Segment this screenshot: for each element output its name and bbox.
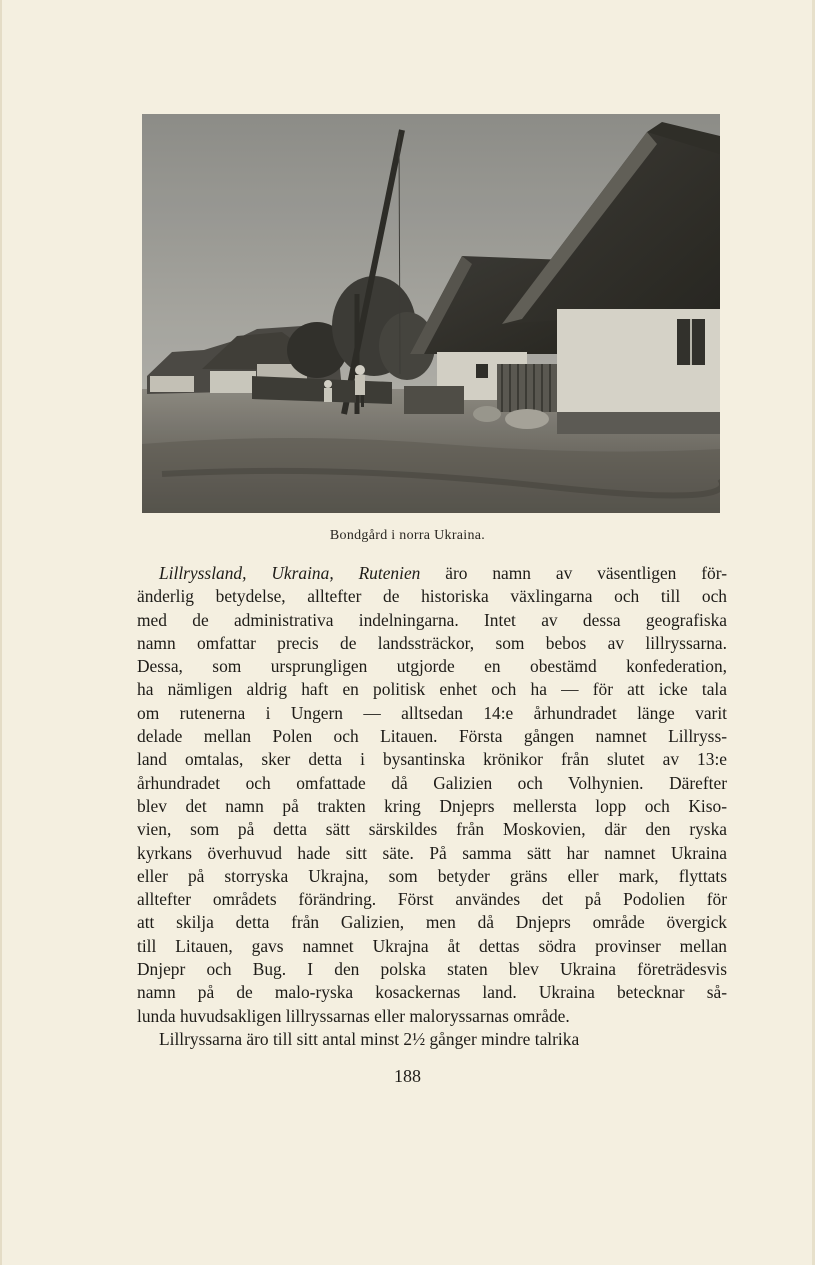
text-line xyxy=(137,725,727,748)
text-line xyxy=(137,865,727,888)
photo-caption: Bondgård i norra Ukraina. xyxy=(329,528,486,543)
text-run: Dnjepr och Bug. I den polska staten blev Ukraina företrädesvis xyxy=(137,959,727,980)
italic-term: Ukraina, xyxy=(271,563,334,583)
text-run: kyrkans överhuvud hade sitt säte. På samma sätt har namnet Ukraina xyxy=(137,842,727,863)
text-line xyxy=(137,842,727,865)
text-line xyxy=(137,935,727,958)
text-run: Lillryssarna äro till sitt antal minst 2½ gånger mindre talrika xyxy=(159,1028,580,1049)
text-run: Dessa, som ursprungligen utgjorde en obestämd konfederation, xyxy=(137,656,727,677)
text-line xyxy=(137,562,727,585)
text-line xyxy=(137,585,727,608)
text-line xyxy=(137,1028,727,1051)
text-line xyxy=(137,818,727,841)
village-photograph xyxy=(142,114,720,513)
text-line xyxy=(137,748,727,771)
text-run: alltefter områdets förändring. Först användes det på Podolien för xyxy=(137,889,727,910)
text-line xyxy=(137,772,727,795)
text-run: namn omfattar precis de landssträckor, som bebos av lillryssarna. xyxy=(137,632,727,653)
text-run: namn på de malo-ryska kosackernas land. Ukraina betecknar så- xyxy=(137,982,727,1003)
text-line xyxy=(137,958,727,981)
text-run: blev det namn på trakten kring Dnjeprs mellersta lopp och Kiso- xyxy=(137,795,727,816)
text-run xyxy=(334,563,359,583)
text-line xyxy=(137,632,727,655)
village-photograph-drawing xyxy=(142,114,720,513)
text-run: lunda huvudsakligen lillryssarnas eller maloryssarnas område. xyxy=(137,1005,570,1026)
text-line xyxy=(137,911,727,934)
text-run: eller på storryska Ukrajna, som betyder gräns eller mark, flyttats xyxy=(137,865,727,886)
text-run: änderlig betydelse, alltefter de historiska växlingarna och till och xyxy=(137,586,727,607)
text-run: land omtalas, sker detta i bysantinska krönikor från slutet av 13:e xyxy=(137,749,727,770)
italic-term: Rutenien xyxy=(358,563,421,583)
text-run: till Litauen, gavs namnet Ukrajna åt dettas södra provinser mellan xyxy=(137,935,727,956)
text-line xyxy=(137,609,727,632)
italic-term: Lillryssland, xyxy=(159,563,247,583)
text-run: äro namn av väsentligen för- xyxy=(420,563,727,583)
text-line xyxy=(137,702,727,725)
text-run: med de administrativa indelningarna. Intet av dessa geografiska xyxy=(137,609,727,630)
text-run: om rutenerna i Ungern — alltsedan 14:e århundradet länge varit xyxy=(137,702,727,723)
text-line xyxy=(137,678,727,701)
page-number: 188 xyxy=(394,1066,421,1086)
body-text xyxy=(137,562,727,1051)
text-line xyxy=(137,1005,727,1028)
text-run: vien, som på detta sätt särskildes från Moskovien, där den ryska xyxy=(137,819,727,840)
text-line xyxy=(137,888,727,911)
text-run: delade mellan Polen och Litauen. Första gången namnet Lillryss- xyxy=(137,726,727,747)
text-run: ha nämligen aldrig haft en politisk enhet och ha — för att icke tala xyxy=(137,679,727,700)
text-run: århundradet och omfattade då Galizien och Volhynien. Därefter xyxy=(137,772,727,793)
text-line xyxy=(137,795,727,818)
text-line xyxy=(137,655,727,678)
text-line xyxy=(137,981,727,1004)
text-run: att skilja detta från Galizien, men då Dnjeprs område övergick xyxy=(137,912,727,933)
text-run xyxy=(246,563,271,583)
